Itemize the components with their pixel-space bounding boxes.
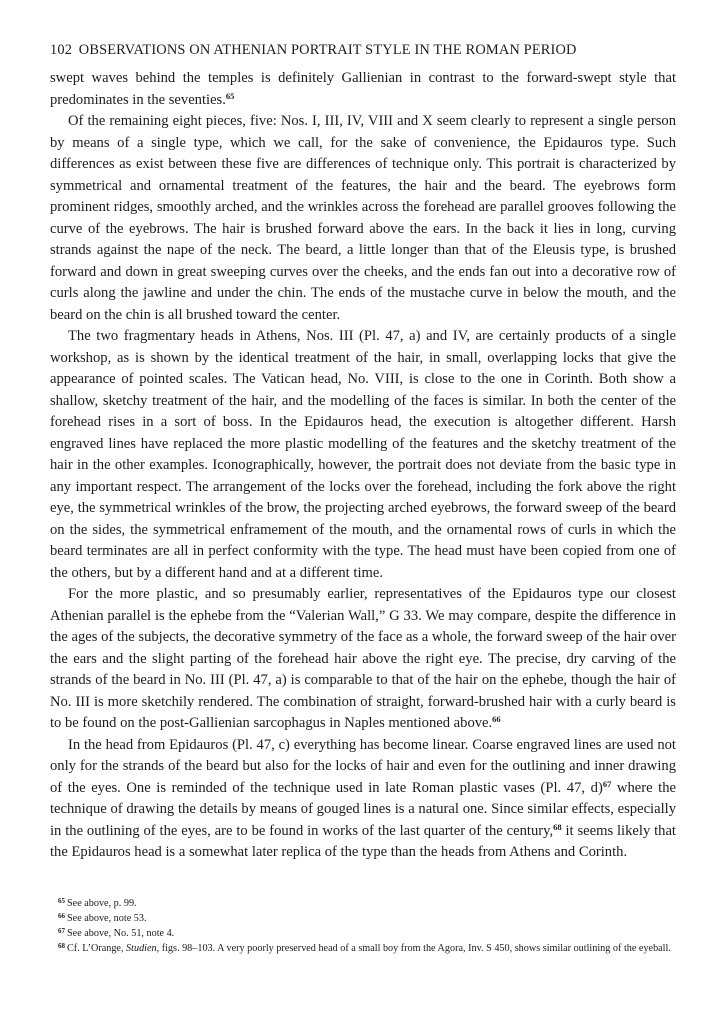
paragraph-4: For the more plastic, and so presumably earlier, representatives of the Epidauros type our closest Athenian parallel is the ephebe from the “Valerian Wall,” G 33. We may compare, despite the difference in the ages of the subjects, the decorative symmetry of the face as a whole, the forward sweep of the hair over the ears and the slight parting of the forehead hair above the right eye. The precise, dry carving of the strands of the beard in No. III (Pl. 47, a) is comparable to that of the hair on the ephebe, though the hair of No. III is more sketchily rendered. The combination of straight, forward-brushed hair with a curly beard is to be found on the post-Gallienian sarcophagus in Naples mentioned above.$^{66}$	[50, 586, 676, 731]
footnote-66: $^{66}$ See above, note 53.	[58, 912, 147, 924]
running-title: OBSERVATIONS ON ATHENIAN PORTRAIT STYLE IN THE ROMAN PERIOD	[78, 42, 577, 58]
page	[50, 40, 676, 954]
paragraph-3: The two fragmentary heads in Athens, Nos. III (Pl. 47, a) and IV, are certainly products of a single workshop, as is shown by the identical treatment of the hair, in small, overlapping locks that give the appearance of pointed scales. The Vatican head, No. VIII, is close to the one in Corinth. Both show a shallow, sketchy treatment of the hair, and the modelling of the faces is similar. In both the center of the forehead rises in a sort of boss. In the Epidauros head, the execution is altogether different. Harsh engraved lines have replaced the more plastic modelling of the features and the sketchy treatment of the hair in the other examples. Iconographically, however, the portrait does not deviate from the basic type in any important respect. The arrangement of the locks over the forehead, including the fork above the right eye, the symmetrical wrinkles of the brow, the projecting arched eyebrows, the forward sweep of the beard on the sides, the symmetrical enframement of the mouth, and the ornamental rows of curls in which the beard terminates are all in perfect conformity with the type. The head must have been copied from one of the others, but by a different hand and at a different time.	[50, 328, 676, 581]
footnotes	[50, 895, 676, 955]
footnote-number: 66	[58, 912, 65, 920]
paragraph-1: swept waves behind the temples is definitely Gallienian in contrast to the forward-swept style that predominates in the seventies.$^{65}$	[50, 70, 676, 108]
footnote-number: 67	[58, 927, 65, 935]
running-head	[50, 40, 676, 60]
body-text	[50, 68, 676, 864]
paragraph-2: Of the remaining eight pieces, five: Nos. I, III, IV, VIII and X seem clearly to represent a single person by means of a single type, which we call, for the sake of convenience, the Epidauros type. Such differences as exist between these five are differences of technique only. This portrait is characterized by symmetrical and ornamental treatment of the features, the hair and the beard. The eyebrows form prominent ridges, smoothly arched, and the wrinkles across the forehead are parallel grooves following the curve of the eyebrows. The hair is brushed forward above the ears. In the back it lies in long, curving strands against the nape of the neck. The beard, a little longer than that of the Eleusis type, is brushed forward and down in great sweeping curves over the cheeks, and the ends fan out into a decorative row of curls along the jawline and under the chin. The ends of the mustache curve in below the mouth, and the beard on the chin is all brushed toward the center.	[50, 113, 676, 323]
footnote-ref-67[interactable]: 67	[602, 778, 612, 789]
footnote-ref-66[interactable]: 66	[492, 714, 501, 724]
page-number: 102	[50, 42, 73, 58]
footnote-ref-65[interactable]: 65	[225, 90, 235, 101]
footnote-68: $^{68}$ Cf. L’Orange, Studien, figs. 98–103. A very poorly preserved head of a small boy from the Agora, Inv. S 450, shows similar outlining of the eyeball.	[58, 942, 671, 954]
footnote-65: $^{65}$ See above, p. 99.	[58, 897, 137, 909]
paragraph-5: In the head from Epidauros (Pl. 47, c) everything has become linear. Coarse engraved lines are used not only for the strands of the beard but also for the locks of hair and even for the outlining and inner drawing of the eyes. One is reminded of the technique used in late Roman plastic vases (Pl. 47, d)$^{67}$ where the technique of drawing the details by means of gouged lines is a natural one. Since similar effects, especially in the outlining of the eyes, are to be found in works of the last quarter of the century,$^{68}$ it seems likely that the Epidauros head is a somewhat later replica of the type than the heads from Athens and Corinth.	[50, 736, 676, 860]
footnote-67: $^{67}$ See above, No. 51, note 4.	[58, 927, 175, 939]
footnote-number: 68	[58, 942, 65, 950]
citation-title: Studien	[126, 943, 157, 954]
footnote-ref-68[interactable]: 68	[553, 821, 562, 832]
footnote-number: 65	[58, 897, 65, 905]
